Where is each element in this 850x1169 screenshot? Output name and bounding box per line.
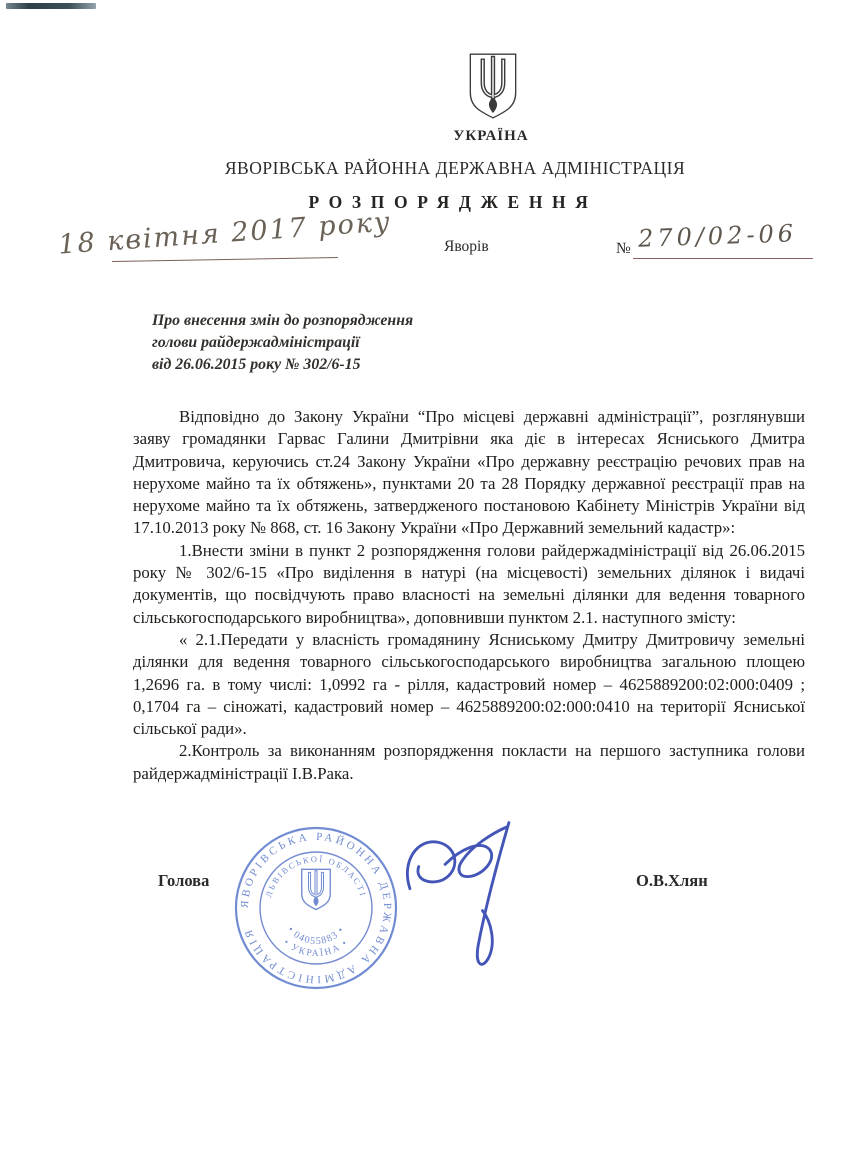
number-label: №: [616, 240, 631, 257]
handwritten-number: 270/02-06: [637, 219, 798, 253]
signer-name: О.В.Хлян: [636, 871, 708, 890]
number-underline: [633, 258, 813, 259]
handwritten-date: 18 квітня 2017 року: [57, 206, 393, 261]
paragraph-item-1: 1.Внести зміни в пункт 2 розпорядження голови райдержадміністрації від 26.06.2015 року № 302/6-15 «Про виділення в натурі (на місцевості) земельних ділянок і видачі документів, що посвідчують право власності на земельні ділянки для ведення товарного сільськогосподарського виробництва», доповнивши пунктом 2.1. наступного змісту:: [133, 540, 805, 627]
signer-title: Голова: [158, 871, 210, 890]
subject-line-3: від 26.06.2015 року № 302/6-15: [152, 355, 361, 373]
country-name: УКРАЇНА: [453, 128, 529, 144]
subject-line-1: Про внесення змін до розпорядження: [152, 312, 414, 329]
document-type-title: РОЗПОРЯДЖЕННЯ: [308, 192, 598, 212]
organization-name: ЯВОРІВСЬКА РАЙОННА ДЕРЖАВНА АДМІНІСТРАЦІЯ: [224, 158, 686, 178]
paragraph-item-2: 2.Контроль за виконанням розпорядження покласти на першого заступника голови райдержадміністрації І.В.Рака.: [133, 741, 805, 783]
ukraine-coat-of-arms-icon: [466, 52, 520, 120]
paragraph-preamble: Відповідно до Закону України “Про місцеві державні адміністрації”, розглянувши заяву громадянки Гарвас Галини Дмитрівни яка діє в інтересах Ясниського Дмитра Дмитровича, керуючись ст.24 Закону України «Про державну реєстрацію речових прав на нерухоме майно та їх обтяжень», пунктами 20 та 28 Порядку державної реєстрації прав на нерухоме майно та їх обтяжень, затвердженого постановою Кабінету Міністрів України від 17.10.2013 року № 868, ст. 16 Закону України «Про Державний земельний кадастр»:: [133, 407, 805, 538]
document-body: [133, 406, 805, 785]
paragraph-item-2-1: « 2.1.Передати у власність громадянину Ясниському Дмитру Дмитровичу земельні ділянки для ведення товарного сільськогосподарського виробництва загальною площею 1,2696 га. в тому числі: 1,0992 га - рілля, кадастровий номер – 4625889200:02:000:0409 ; 0,1704 га – сіножаті, кадастровий номер – 4625889200:02:000:0410 на території Ясниської сільської ради».: [133, 629, 805, 739]
stamp-code-text: • 04055883 •: [284, 924, 348, 948]
stamp-outer-ring-text: ЯВОРІВСЬКА РАЙОННА ДЕРЖАВНА АДМІНІСТРАЦІЯ: [238, 830, 394, 986]
stamp-tryzub-icon: [302, 869, 331, 909]
place-name: Яворів: [444, 238, 489, 255]
subject-block: [152, 310, 492, 375]
date-underline: [112, 257, 338, 262]
scan-artifact-bar: [6, 3, 96, 9]
stamp-country-text: • УКРАЇНА •: [281, 937, 351, 960]
official-round-stamp: [228, 820, 404, 996]
ink-signature: [392, 816, 562, 981]
stamp-region-text: ЛЬВІВСЬКОЇ ОБЛАСТІ: [263, 853, 369, 899]
subject-line-2: голови райдержадміністрації: [152, 333, 360, 351]
